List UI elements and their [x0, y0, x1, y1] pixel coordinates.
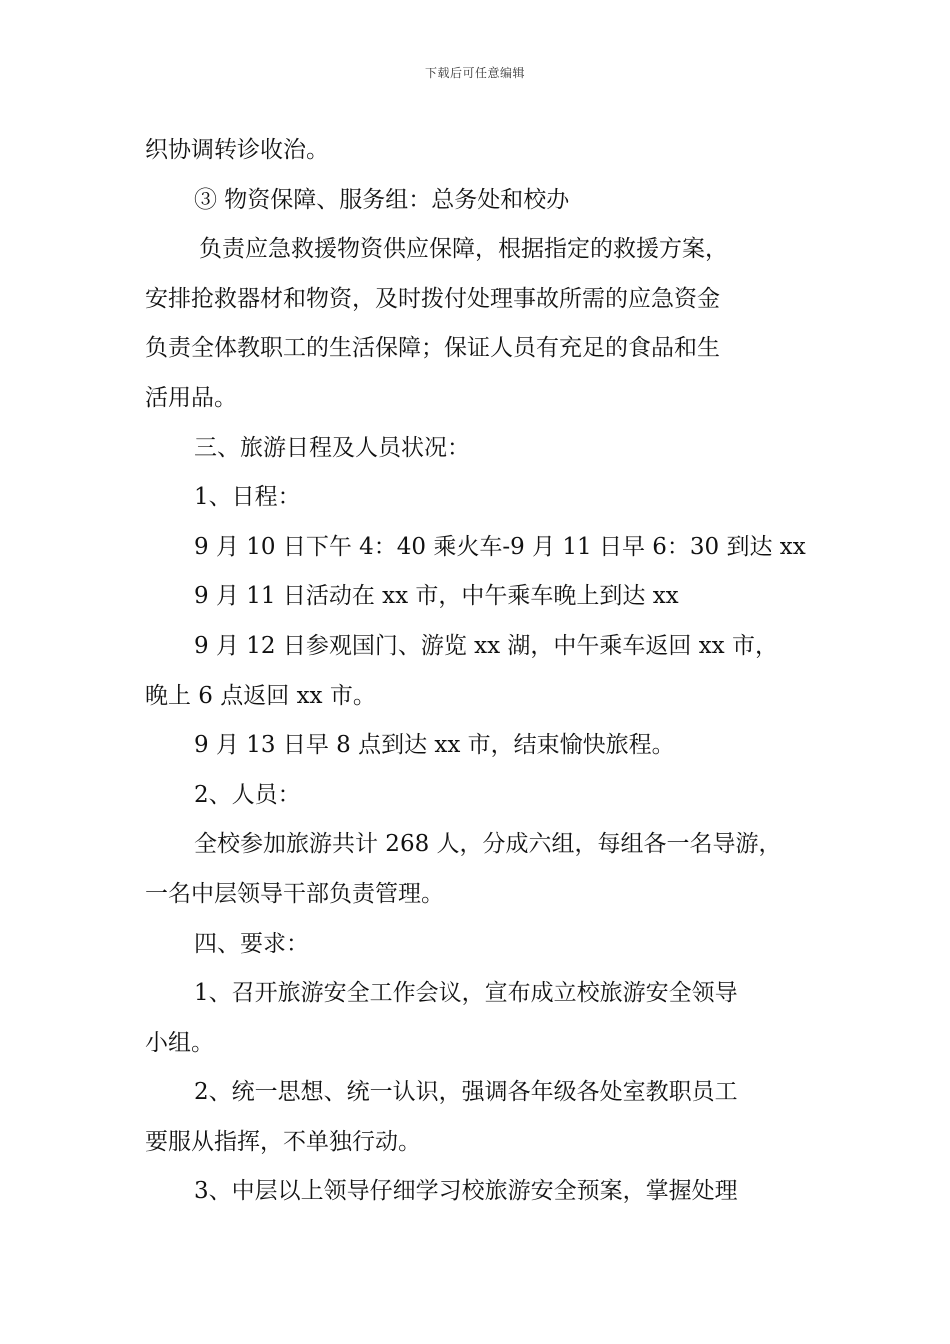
text-line: 织协调转诊收治。: [145, 137, 329, 163]
document-body: [145, 126, 815, 1217]
requirement-item-continued: 要服从指挥，不单独行动。: [145, 1128, 421, 1155]
schedule-item-continued: 晚上 6 点返回 xx 市。: [145, 682, 376, 709]
section-heading: 四、要求：: [194, 930, 309, 957]
schedule-item: 9 月 10 日下午 4：40 乘火车-9 月 11 日早 6：30 到达 xx: [194, 533, 806, 560]
schedule-item: 9 月 11 日活动在 xx 市，中午乘车晚上到达 xx: [194, 583, 679, 610]
page-header: 下载后可任意编辑: [424, 66, 525, 80]
section-heading: 三、旅游日程及人员状况：: [194, 434, 470, 461]
requirement-item: 2、统一思想、统一认识，强调各年级各处室教职员工: [194, 1079, 738, 1106]
text-line: 全校参加旅游共计 268 人，分成六组，每组各一名导游，: [194, 831, 782, 858]
requirement-item-continued: 小组。: [145, 1029, 214, 1056]
subsection-heading: 2、人员：: [194, 781, 301, 808]
requirement-item: 3、中层以上领导仔细学习校旅游安全预案，掌握处理: [194, 1178, 738, 1205]
schedule-item: 9 月 12 日参观国门、游览 xx 湖，中午乘车返回 xx 市，: [194, 632, 778, 659]
text-line: 负责应急救援物资供应保障，根据指定的救援方案，: [199, 236, 728, 263]
subsection-heading: 1、日程：: [194, 484, 301, 511]
text-line: 安排抢救器材和物资，及时拨付处理事故所需的应急资金: [145, 285, 720, 312]
section-heading: ③ 物资保障、服务组：总务处和校办: [194, 186, 570, 213]
schedule-item: 9 月 13 日早 8 点到达 xx 市，结束愉快旅程。: [194, 732, 675, 759]
text-line: 负责全体教职工的生活保障；保证人员有充足的食品和生: [145, 335, 720, 362]
text-line: 一名中层领导干部负责管理。: [145, 880, 444, 907]
requirement-item: 1、召开旅游安全工作会议，宣布成立校旅游安全领导: [194, 980, 738, 1007]
text-line: 活用品。: [145, 384, 237, 411]
